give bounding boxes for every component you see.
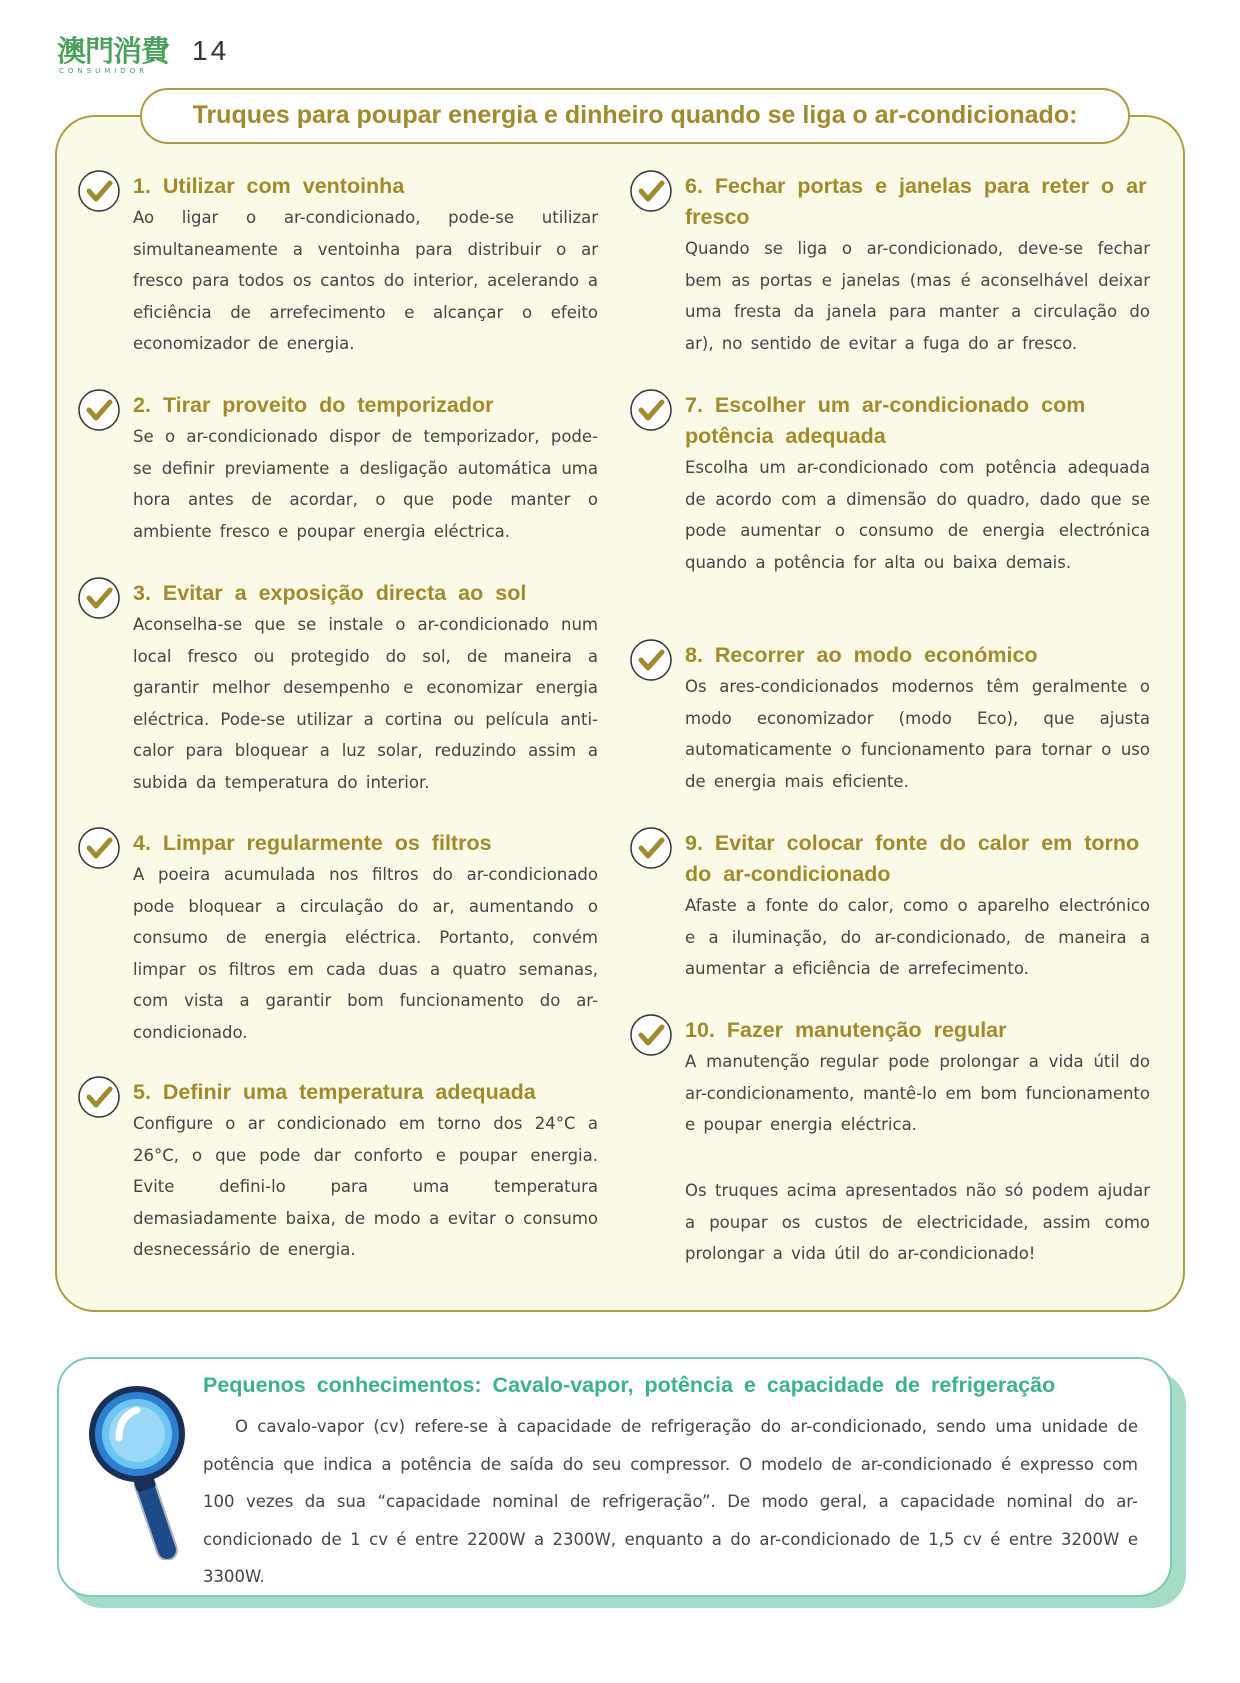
tip-9 [685,828,1150,985]
tip-heading: 3. Evitar a exposição directa ao sol [133,581,527,605]
tip-text: Configure o ar condicionado em torno dos 24°C a 26°C, o que pode dar conforto e poupar energia. Evite defini-lo para uma temperatura demasiadamente baixa, de modo a evitar o consumo desnecessário de energia. [133,1114,598,1259]
tip-heading: 6. Fechar portas e janelas para reter o ar fresco [685,174,1147,229]
tip-text: Quando se liga o ar-condicionado, deve-se fechar bem as portas e janelas (mas é aconselhável deixar uma fresta da janela para manter a circulação do ar), no sentido de evitar a fuga do ar fresco. [685,239,1150,353]
tip-5 [133,1077,598,1266]
tip-10 [685,1015,1150,1141]
tip-2 [133,390,598,547]
tip-heading: 10. Fazer manutenção regular [685,1018,1007,1042]
check-circle-icon [77,826,121,870]
tips-title-pill [140,88,1130,144]
check-circle-icon [629,826,673,870]
magnifying-glass-icon [85,1380,195,1560]
tips-title: Truques para poupar energia e dinheiro quando se liga o ar-condicionado: [192,101,1078,129]
tip-heading: 7. Escolher um ar-condicionado com potência adequada [685,393,1086,448]
check-circle-icon [629,1013,673,1057]
tip-heading: 1. Utilizar com ventoinha [133,174,405,198]
logo-chinese: 澳門消費 [57,34,170,68]
tip-heading: 5. Definir uma temperatura adequada [133,1080,536,1104]
check-circle-icon [77,576,121,620]
tip-heading: 8. Recorrer ao modo económico [685,643,1038,667]
tip-text: A poeira acumulada nos filtros do ar-condicionado pode bloquear a circulação do ar, aumentando o consumo de energia eléctrica. Portanto, convém limpar os filtros em cada duas a quatro semanas, com vista a garantir bom funcionamento do ar-condicionado. [133,865,598,1042]
check-circle-icon [77,1075,121,1119]
tip-3 [133,578,598,798]
tip-text: Se o ar-condicionado dispor de temporizador, pode-se definir previamente a desligação automática uma hora antes de acordar, o que pode manter o ambiente fresco e poupar energia eléctrica. [133,427,598,541]
logo-subtitle: CONSUMIDOR [59,67,149,75]
page-number: 14 [192,35,230,66]
tip-text: Escolha um ar-condicionado com potência adequada de acordo com a dimensão do quadro, dado que se pode aumentar o consumo de energia electrónica quando a potência for alta ou baixa demais. [685,458,1150,572]
tip-heading: 2. Tirar proveito do temporizador [133,393,494,417]
tip-7 [685,390,1150,578]
info-title: Pequenos conhecimentos: Cavalo-vapor, potência e capacidade de refrigeração [203,1373,1056,1397]
check-circle-icon [629,169,673,213]
tip-heading: 9. Evitar colocar fonte do calor em torno do ar-condicionado [685,831,1140,886]
check-circle-icon [77,169,121,213]
page-header [57,34,357,84]
tip-6 [685,171,1150,359]
tip-text: A manutenção regular pode prolongar a vida útil do ar-condicionamento, mantê-lo em bom funcionamento e poupar energia eléctrica. [685,1052,1150,1134]
info-text: O cavalo-vapor (cv) refere-se à capacidade de refrigeração do ar-condicionado, sendo uma unidade de potência que indica a potência de saída do seu compressor. O modelo de ar-condicionado é expresso com 100 vezes da sua “capacidade nominal de refrigeração”. De modo geral, a capacidade nominal do ar-condicionado de 1 cv é entre 2200W a 2300W, enquanto a do ar-condicionado de 1,5 cv é entre 3200W e 3300W. [203,1417,1138,1586]
tip-text: Afaste a fonte do calor, como o aparelho electrónico e a iluminação, do ar-condicionado, de maneira a aumentar a eficiência de arrefecimento. [685,896,1150,978]
tip-text: Os ares-condicionados modernos têm geralmente o modo economizador (modo Eco), que ajusta automaticamente o funcionamento para tornar o uso de energia mais eficiente. [685,677,1150,791]
tip-1 [133,171,598,360]
tip-8 [685,640,1150,797]
closing-text: Os truques acima apresentados não só podem ajudar a poupar os custos de electricidade, assim como prolongar a vida útil do ar-condicionado! [685,1181,1150,1263]
tip-heading: 4. Limpar regularmente os filtros [133,831,492,855]
check-circle-icon [629,388,673,432]
check-circle-icon [77,388,121,432]
tip-4 [133,828,598,1048]
tip-text: Ao ligar o ar-condicionado, pode-se utilizar simultaneamente a ventoinha para distribuir o ar fresco para todos os cantos do interior, acelerando a eficiência de arrefecimento e alcançar o efeito economizador de energia. [133,208,598,353]
tip-text: Aconselha-se que se instale o ar-condicionado num local fresco ou protegido do sol, de maneira a garantir melhor desempenho e economizar energia eléctrica. Pode-se utilizar a cortina ou película anti-calor para bloquear a luz solar, reduzindo assim a subida da temperatura do interior. [133,615,598,792]
check-circle-icon [629,638,673,682]
